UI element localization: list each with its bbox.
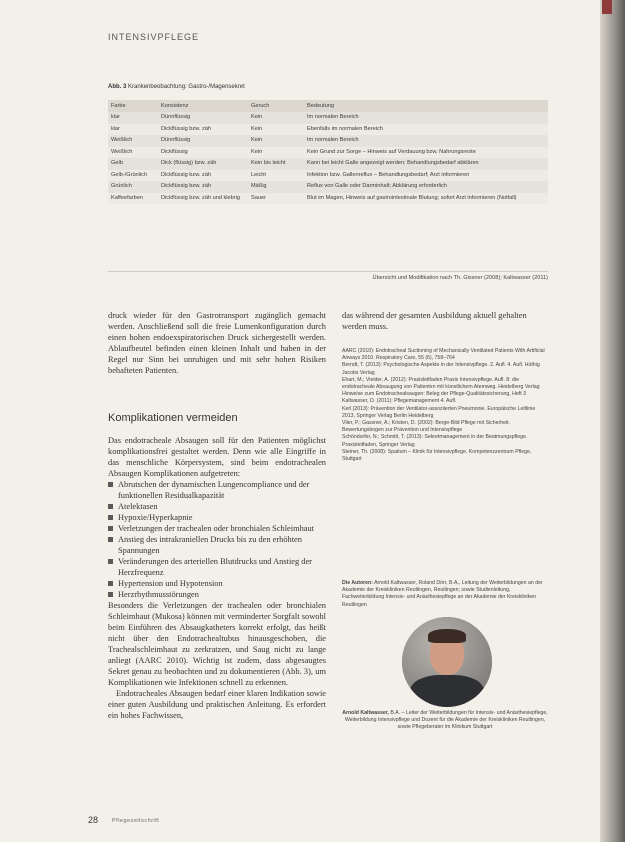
author-label: Die Autoren: bbox=[342, 580, 373, 586]
table-row bbox=[108, 112, 548, 124]
author-photo bbox=[402, 617, 492, 707]
footer-label: Pflegezeitschrift bbox=[112, 818, 160, 824]
reference: Steiner, Th. (2008): Spatium – Klinik für Intensivpflege. Kompetenzzentrum Pflege, Stuttgart bbox=[342, 448, 532, 463]
table-caption-text: Krankenbeobachtung: Gastro-/Magensekret bbox=[128, 84, 245, 90]
complication-list bbox=[108, 479, 326, 600]
cell: Weißlich bbox=[108, 147, 158, 159]
cell: Im normalen Bereich bbox=[304, 135, 548, 147]
cell: Kein bbox=[248, 147, 304, 159]
cell: Dickflüssig bzw. zäh bbox=[158, 181, 248, 193]
table-source: Übersicht und Modifikation nach Th. Gissner (2008); Kaltwasser (2011) bbox=[108, 271, 548, 281]
cell: Kann bei leicht Galle angezeigt werden; Behandlungsbedarf abklären bbox=[304, 158, 548, 170]
list-item: Veränderungen des arteriellen Blutdrucks und Anstieg der Herzfrequenz bbox=[108, 556, 326, 578]
col-header-meaning: Bedeutung bbox=[304, 100, 548, 112]
left-column-main bbox=[108, 435, 326, 721]
binding-edge bbox=[600, 0, 625, 842]
table-row bbox=[108, 147, 548, 159]
table-caption bbox=[108, 84, 548, 90]
cell: Gelb-/Grünlich bbox=[108, 170, 158, 182]
cell: Dickflüssig bbox=[158, 147, 248, 159]
list-item: Abrutschen der dynamischen Lungencompliance und der funktionellen Residualkapazität bbox=[108, 479, 326, 501]
cell: Sauer bbox=[248, 193, 304, 205]
reference: Berndt, T. (2013): Psychologische Aspekte in der Intensivpflege. 2. Aufl. 4. Aufl. Hüthig Jacobs Verlag bbox=[342, 362, 540, 376]
cell: Weißlich bbox=[108, 135, 158, 147]
cell: Kein bbox=[248, 124, 304, 136]
references bbox=[342, 348, 548, 463]
cell: Dickflüssig bzw. zäh und klebrig bbox=[158, 193, 248, 205]
paragraph: druck wieder für den Gastrotransport zugänglich gemacht werden. Anschließend soll die freie Lumenkonfiguration durch einen hohen endoexspiratorischen Druck sichergestellt werden. Ablaufbeutel befinden einen kleinen Inhalt und haben in der Regel nur Sinn bei unruhigen und mit sehr hohen Risiken behafteten Patienten. bbox=[108, 311, 326, 375]
table-row bbox=[108, 124, 548, 136]
table-header-row bbox=[108, 100, 548, 112]
cell: Dickflüssig bzw. zäh bbox=[158, 170, 248, 182]
cell: Kein bis leicht bbox=[248, 158, 304, 170]
table-caption-label: Abb. 3 bbox=[108, 84, 127, 90]
cell: klar bbox=[108, 124, 158, 136]
col-header-color: Farbe bbox=[108, 100, 158, 112]
table-row bbox=[108, 158, 548, 170]
cell: Infektion bzw. Gallenreflux – Behandlungsbedarf; Arzt informieren bbox=[304, 170, 548, 182]
cell: Reflux von Galle oder Darminhalt; Abklärung erforderlich bbox=[304, 181, 548, 193]
author-text: Arnold Kaltwasser, Roland Dörr, B.A., Leitung der Weiterbildungen an der Akademie der Kreiskliniken Reutlingen, Reutlingen; sowie Studienleitung, Fachweiterbildung Intensiv- und Anästhesiepflege an der Akademie der Kreiskliniken Reutlingen bbox=[342, 580, 543, 608]
author-info bbox=[342, 580, 548, 609]
list-item: Hypertension und Hypotension bbox=[108, 578, 326, 589]
list-item: Verletzungen der trachealen oder bronchialen Schleimhaut bbox=[108, 523, 326, 534]
reference: Ehart, M.; Vieider, A. (2012): Praxisleitfaden Praxis Intensivpflege. Aufl. 8: die endotracheale Absaugung von Patienten mit künstlichem Atemweg. Heidelberg Verlag bbox=[342, 376, 540, 391]
photo-caption bbox=[342, 710, 548, 732]
paragraph: Endotracheales Absaugen bedarf einer klaren Indikation sowie einer guten Ausbildung und praktischen Anleitung. Es erfordert ein hohes Fachwissen, bbox=[108, 689, 326, 720]
table-row bbox=[108, 170, 548, 182]
paragraph: Besonders die Verletzungen der trachealen oder bronchialen Schleimhaut (Mukosa) können mit verminderter Sorgfalt sowohl beim Einführen des Absaugkatheters korrekt erfolgt, das heißt nicht über den Endotrachealtubus hinausgeschoben, die Trachealschleimhaut zu zerkratzen, und Saug nicht zu lange anliegt (AARC 2010). Wichtig ist zudem, dass abgesaugtes Sekret genau zu beobachten und zu dokumentieren (Abb. 3), um Komplikationen wie Infektionen schnell zu erkennen. bbox=[108, 601, 326, 687]
table-row bbox=[108, 181, 548, 193]
cell: Gelb bbox=[108, 158, 158, 170]
reference: Hinweise zum Endotrachealsaugen: Beleg der Pflege-Qualitätssicherung, Heft 3 bbox=[342, 391, 526, 398]
cell: Dünnflüssig bbox=[158, 112, 248, 124]
list-item: Atelektasen bbox=[108, 501, 326, 512]
photo-caption-name: Arnold Kaltwasser, bbox=[342, 710, 389, 716]
cell: Kein bbox=[248, 135, 304, 147]
cell: Blut im Magen, Hinweis auf gastrointestinale Blutung; sofort Arzt informieren (Notfall) bbox=[304, 193, 548, 205]
cell: Kein Grund zur Sorge – Hinweis auf Verdauung bzw. Nahrungsreste bbox=[304, 147, 548, 159]
cell: klar bbox=[108, 112, 158, 124]
reference: Kerl (2013): Prävention der Ventilator-assoziierten Pneumonie. Europäische Leitlinie 2013, Springer Verlag Berlin Heidelberg bbox=[342, 405, 536, 419]
cell: Dick (flüssig) bzw. zäh bbox=[158, 158, 248, 170]
cell: Grünlich bbox=[108, 181, 158, 193]
list-item: Anstieg des intrakraniellen Drucks bis zu den erhöhten Spannungen bbox=[108, 534, 326, 556]
list-item: Hypoxie/Hyperkapnie bbox=[108, 512, 326, 523]
reference: Kaltwasser, D. (2011): Pflegemanagement 4. Aufl. bbox=[342, 398, 457, 405]
reference: Vlier, P.; Gassner, A.; Kristen, D. (2002): Berge-Bild Pflege mit Sicherheit. Bewertungsbogen zur Prävention und Intensivpflege bbox=[342, 420, 510, 434]
table-row bbox=[108, 193, 548, 205]
cell: Kein bbox=[248, 112, 304, 124]
col-header-consistency: Konsistenz bbox=[158, 100, 248, 112]
cell: Kaffeefarben bbox=[108, 193, 158, 205]
paragraph: Das endotracheale Absaugen soll für den Patienten möglichst komplikationsfrei gestaltet werden. Denn wie alle Eingriffe in das menschliche Körpersystem, sind beim endotrachealen Absaugen Komplikationen aufgetreten: bbox=[108, 436, 326, 478]
reference: AARC (2010): Endotracheal Suctioning of Mechanically Ventilated Patients With Artificial Airways 2010. Respiratory Care, 55 (6), 758–764 bbox=[342, 348, 545, 362]
reference: Schöndorfer, N.; Schmitt, T. (2013): Sekretmanagement in der Beatmungspflege. Praxisleitfaden, Springer Verlag bbox=[342, 434, 528, 448]
section-header: INTENSIVPFLEGE bbox=[108, 32, 200, 42]
color-tab bbox=[602, 0, 612, 14]
cell: Im normalen Bereich bbox=[304, 112, 548, 124]
photo-caption-text: B.A. – Leiter der Weiterbildungen für Intensiv- und Anästhesiepflege, Weiterbildung Intensivpflege und Dozent für die Akademie der Kreiskliniken Reutlingen, sowie Pflegeberater im Klinikum Stuttgart bbox=[344, 710, 548, 731]
secretion-table-block bbox=[108, 84, 548, 204]
page-number: 28 bbox=[88, 815, 99, 825]
col-header-odor: Geruch bbox=[248, 100, 304, 112]
cell: Mäßig bbox=[248, 181, 304, 193]
cell: Dickflüssig bzw. zäh bbox=[158, 124, 248, 136]
cell: Dünnflüssig bbox=[158, 135, 248, 147]
cell: Ebenfalls im normalen Bereich bbox=[304, 124, 548, 136]
list-item: Herzrhythmusstörungen bbox=[108, 589, 326, 600]
left-column-intro bbox=[108, 310, 326, 376]
right-column-intro bbox=[342, 310, 548, 332]
secretion-table bbox=[108, 100, 548, 204]
paragraph: das während der gesamten Ausbildung aktuell gehalten werden muss. bbox=[342, 311, 527, 331]
table-row bbox=[108, 135, 548, 147]
section-heading: Komplikationen vermeiden bbox=[108, 412, 238, 424]
cell: Leicht bbox=[248, 170, 304, 182]
